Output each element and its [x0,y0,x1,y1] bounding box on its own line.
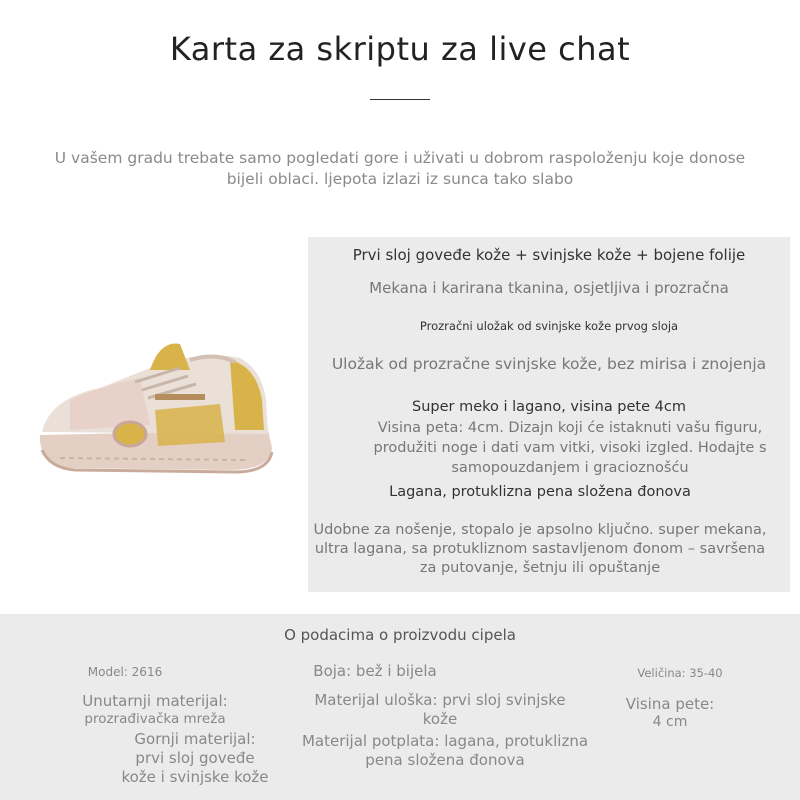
title-divider [370,99,430,100]
upper-material-label: Gornji materijal: [134,730,256,748]
product-details-heading: O podacima o proizvodu cipela [284,626,516,644]
intro-text: U vašem gradu trebate samo pogledati gore i uživati u dobrom raspoloženju koje donose bijeli oblaci. ljepota izlazi iz sunca tako slabo [54,149,746,188]
feature-line-8: samopouzdanjem i gracioznošću [451,460,689,476]
model-label: Model: 2616 [87,665,163,679]
feature-line-2: Mekana i karirana tkanina, osjetljiva i prozračna [369,279,729,297]
feature-line-3: Prozračni uložak od svinjske kože prvog sloja [419,319,679,333]
sole-material-label: Materijal potplata: lagana, protuklizna [301,732,589,750]
shoe-product-image [30,330,280,490]
insole-material-value: kože [422,710,458,728]
inner-material-value: prozrađivačka mreža [84,711,226,727]
upper-material-value-1: prvi sloj goveđe [135,749,255,767]
feature-line-10: Udobne za nošenje, stopalo je apsolno ključno. super mekana, [313,522,767,538]
heel-height-value: 4 cm [652,714,688,730]
feature-line-4: Uložak od prozračne svinjske kože, bez mirisa i znojenja [331,355,767,373]
color-label: Boja: bež i bijela [313,662,437,680]
inner-material-label: Unutarnji materijal: [82,692,228,710]
feature-line-7: produžiti noge i dati vam vitki, visoki izgled. Hodajte s [373,440,767,456]
feature-line-11: ultra lagana, sa protukliznom sastavljenom đonom – savršena [314,541,766,557]
feature-line-1: Prvi sloj goveđe kože + svinjske kože + bojene folije [352,246,746,264]
sole-material-value: pena složena đonova [365,751,525,769]
feature-line-6: Visina peta: 4cm. Dizajn koji će istaknuti vašu figuru, [377,420,763,436]
upper-material-value-2: kože i svinjske kože [121,768,269,786]
insole-material-label: Materijal uloška: prvi sloj svinjske [314,691,566,709]
feature-line-12: za putovanje, šetnju ili opuštanje [419,560,661,576]
size-label: Veličina: 35-40 [637,666,723,680]
heel-height-label: Visina pete: [625,695,715,713]
feature-line-5: Super meko i lagano, visina pete 4cm [412,399,686,415]
feature-line-9: Lagana, protuklizna pena složena đonova [389,484,691,500]
page-title: Karta za skriptu za live chat [169,30,631,68]
